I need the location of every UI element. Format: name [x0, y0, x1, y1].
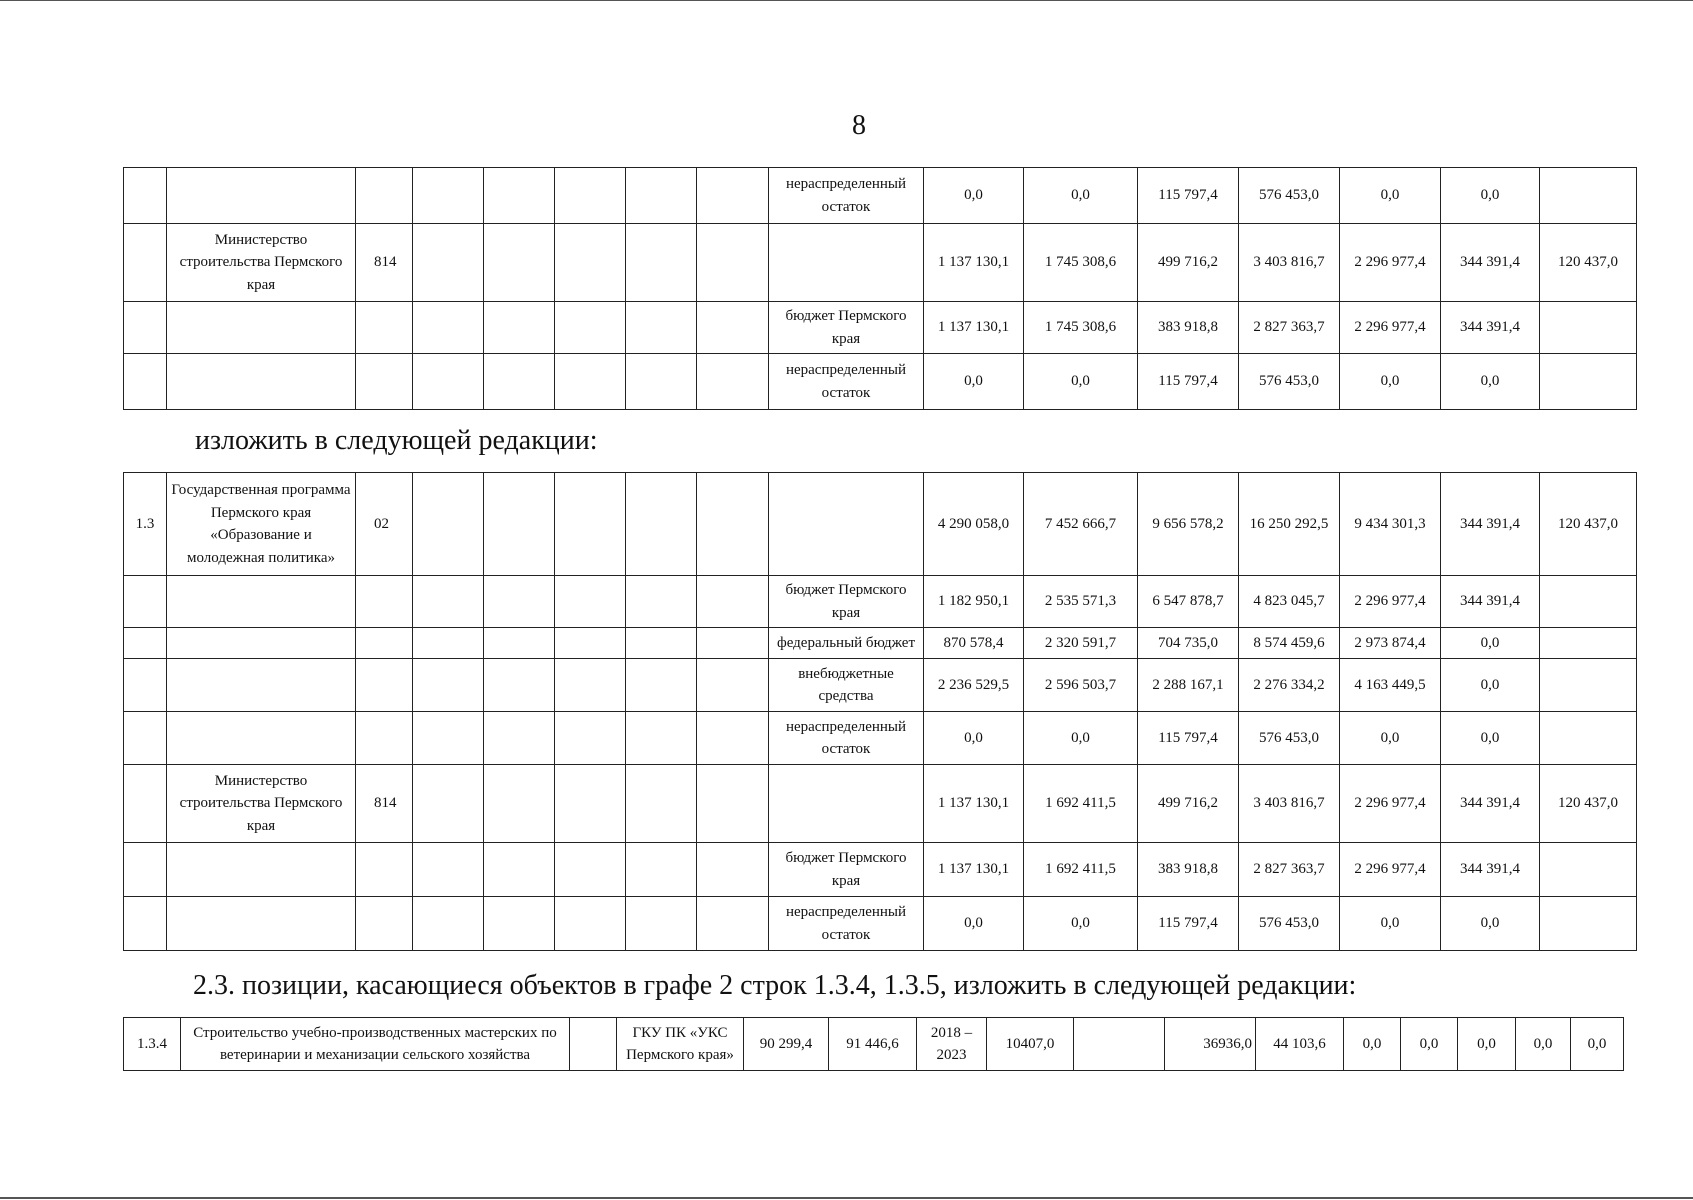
empty-cell: [626, 576, 697, 628]
heading-section-2-3: 2.3. позиции, касающиеся объектов в графе 2 строк 1.3.4, 1.3.5, изложить в следующей редакции:: [193, 970, 1357, 1001]
name-cell: [167, 576, 356, 628]
source-cell: федеральный бюджет: [769, 628, 924, 659]
value-cell: 576 453,0: [1239, 897, 1340, 951]
value-cell: 1 137 130,1: [924, 765, 1024, 843]
value-cell: 2 973 874,4: [1340, 628, 1441, 659]
value-cell: 0,0: [1441, 354, 1540, 410]
value-cell: 120 437,0: [1540, 765, 1637, 843]
value-cell: 1 137 130,1: [924, 224, 1024, 302]
table-row: [124, 765, 1637, 843]
object-name: Строительство учебно-производственных мастерских по ветеринарии и механизации сельского хозяйства: [181, 1018, 570, 1071]
value-cell: 576 453,0: [1239, 354, 1340, 410]
value-cell: 0,0: [1024, 712, 1138, 765]
value-cell: 4 163 449,5: [1340, 659, 1441, 712]
row-number: 1.3: [124, 473, 167, 576]
empty-cell: [413, 302, 484, 354]
empty-cell: [555, 843, 626, 897]
empty-cell: [626, 897, 697, 951]
value-cell: 2 288 167,1: [1138, 659, 1239, 712]
empty-cell: [484, 628, 555, 659]
name-cell: [167, 302, 356, 354]
value-cell: 2 296 977,4: [1340, 765, 1441, 843]
table-row: [124, 628, 1637, 659]
name-cell: [167, 659, 356, 712]
value-cell: 1 137 130,1: [924, 302, 1024, 354]
code-cell: [356, 659, 413, 712]
code-cell: [356, 843, 413, 897]
scan-edge-top: [0, 0, 1693, 1]
blank-cell: [570, 1018, 617, 1071]
value-cell: 499 716,2: [1138, 224, 1239, 302]
value-cell: 2 320 591,7: [1024, 628, 1138, 659]
value-cell: 0,0: [1458, 1018, 1516, 1071]
period-cell: 2018 – 2023: [917, 1018, 987, 1071]
row-number: [124, 302, 167, 354]
empty-cell: [555, 765, 626, 843]
value-cell: 870 578,4: [924, 628, 1024, 659]
value-cell: [1540, 712, 1637, 765]
value-cell: 44 103,6: [1256, 1018, 1344, 1071]
table-row: [124, 168, 1637, 224]
empty-cell: [555, 224, 626, 302]
value-cell: [1540, 843, 1637, 897]
value-cell: 3 403 816,7: [1239, 224, 1340, 302]
value-cell: 0,0: [1516, 1018, 1571, 1071]
value-cell: 90 299,4: [744, 1018, 829, 1071]
value-cell: [1540, 576, 1637, 628]
value-cell: 4 823 045,7: [1239, 576, 1340, 628]
empty-cell: [413, 224, 484, 302]
code-cell: 02: [356, 473, 413, 576]
value-cell: 0,0: [1024, 354, 1138, 410]
value-cell: 383 918,8: [1138, 302, 1239, 354]
empty-cell: [626, 659, 697, 712]
source-cell: бюджет Пермского края: [769, 576, 924, 628]
empty-cell: [626, 843, 697, 897]
value-cell: 2 296 977,4: [1340, 843, 1441, 897]
row-number: [124, 168, 167, 224]
empty-cell: [626, 473, 697, 576]
empty-cell: [626, 712, 697, 765]
code-cell: [356, 712, 413, 765]
value-cell: 383 918,8: [1138, 843, 1239, 897]
value-cell: 9 434 301,3: [1340, 473, 1441, 576]
name-cell: [167, 354, 356, 410]
row-number: [124, 659, 167, 712]
value-cell: 0,0: [1441, 168, 1540, 224]
value-cell: 344 391,4: [1441, 473, 1540, 576]
empty-cell: [626, 354, 697, 410]
empty-cell: [413, 765, 484, 843]
source-cell: внебюджетные средства: [769, 659, 924, 712]
customer-cell: ГКУ ПК «УКС Пермского края»: [617, 1018, 744, 1071]
empty-cell: [484, 843, 555, 897]
source-cell: [769, 224, 924, 302]
value-cell: 1 745 308,6: [1024, 224, 1138, 302]
value-cell: 0,0: [1441, 712, 1540, 765]
empty-cell: [413, 659, 484, 712]
value-cell: 344 391,4: [1441, 765, 1540, 843]
value-cell: 10407,0: [987, 1018, 1074, 1071]
table-row: [124, 302, 1637, 354]
value-cell: 0,0: [1441, 897, 1540, 951]
value-cell: 344 391,4: [1441, 843, 1540, 897]
empty-cell: [555, 712, 626, 765]
value-cell: [1540, 168, 1637, 224]
empty-cell: [697, 765, 769, 843]
page-number: 8: [852, 110, 866, 141]
empty-cell: [413, 576, 484, 628]
scan-edge-bottom: [0, 1197, 1693, 1199]
value-cell: 0,0: [1571, 1018, 1624, 1071]
empty-cell: [697, 576, 769, 628]
empty-cell: [697, 628, 769, 659]
source-cell: нераспределенный остаток: [769, 168, 924, 224]
value-cell: 344 391,4: [1441, 224, 1540, 302]
source-cell: нераспределенный остаток: [769, 712, 924, 765]
value-cell: 0,0: [1340, 897, 1441, 951]
empty-cell: [484, 168, 555, 224]
name-cell: Государственная программа Пермского края «Образование и молодежная политика»: [167, 473, 356, 576]
value-cell: 0,0: [1340, 712, 1441, 765]
empty-cell: [484, 224, 555, 302]
empty-cell: [626, 224, 697, 302]
name-cell: Министерство строительства Пермского края: [167, 224, 356, 302]
value-cell: 0,0: [1344, 1018, 1401, 1071]
value-cell: 0,0: [1401, 1018, 1458, 1071]
value-cell: 344 391,4: [1441, 302, 1540, 354]
table-row: [124, 473, 1637, 576]
table-row: [124, 1018, 1624, 1071]
code-cell: [356, 168, 413, 224]
value-cell: 2 596 503,7: [1024, 659, 1138, 712]
value-cell: 2 296 977,4: [1340, 576, 1441, 628]
value-cell: [1540, 659, 1637, 712]
empty-cell: [555, 576, 626, 628]
value-cell: 1 137 130,1: [924, 843, 1024, 897]
value-cell: 499 716,2: [1138, 765, 1239, 843]
empty-cell: [413, 897, 484, 951]
row-number: [124, 712, 167, 765]
empty-cell: [555, 628, 626, 659]
value-cell: 0,0: [1024, 897, 1138, 951]
row-number: [124, 576, 167, 628]
table-main: [123, 472, 1637, 951]
row-number: 1.3.4: [124, 1018, 181, 1071]
value-cell: 115 797,4: [1138, 168, 1239, 224]
name-cell: [167, 897, 356, 951]
empty-cell: [555, 659, 626, 712]
value-cell: 0,0: [924, 168, 1024, 224]
value-cell: 2 827 363,7: [1239, 302, 1340, 354]
empty-cell: [697, 168, 769, 224]
code-cell: [356, 576, 413, 628]
table-row: [124, 224, 1637, 302]
table-row: [124, 576, 1637, 628]
value-cell: [1540, 897, 1637, 951]
code-cell: [356, 897, 413, 951]
empty-cell: [555, 897, 626, 951]
value-cell: 2 276 334,2: [1239, 659, 1340, 712]
empty-cell: [697, 473, 769, 576]
value-cell: 2 296 977,4: [1340, 224, 1441, 302]
empty-cell: [697, 712, 769, 765]
value-cell: 0,0: [1340, 168, 1441, 224]
value-cell: 6 547 878,7: [1138, 576, 1239, 628]
value-cell: 8 574 459,6: [1239, 628, 1340, 659]
value-cell: 115 797,4: [1138, 897, 1239, 951]
empty-cell: [413, 473, 484, 576]
empty-cell: [697, 302, 769, 354]
table-row: [124, 712, 1637, 765]
value-cell: 1 692 411,5: [1024, 843, 1138, 897]
table-object: [123, 1017, 1624, 1071]
empty-cell: [484, 354, 555, 410]
table-row: [124, 843, 1637, 897]
source-cell: нераспределенный остаток: [769, 354, 924, 410]
empty-cell: [413, 712, 484, 765]
value-cell: 344 391,4: [1441, 576, 1540, 628]
empty-cell: [484, 302, 555, 354]
value-cell: 0,0: [924, 354, 1024, 410]
value-cell: 9 656 578,2: [1138, 473, 1239, 576]
value-cell: 2 827 363,7: [1239, 843, 1340, 897]
empty-cell: [484, 712, 555, 765]
row-number: [124, 843, 167, 897]
value-cell: [1074, 1018, 1165, 1071]
empty-cell: [697, 354, 769, 410]
value-cell: 0,0: [924, 897, 1024, 951]
empty-cell: [697, 897, 769, 951]
value-cell: 115 797,4: [1138, 354, 1239, 410]
source-cell: бюджет Пермского края: [769, 302, 924, 354]
value-cell: 120 437,0: [1540, 473, 1637, 576]
table-row: [124, 354, 1637, 410]
empty-cell: [626, 168, 697, 224]
value-cell: 0,0: [1441, 659, 1540, 712]
table-top: [123, 167, 1637, 410]
value-cell: [1540, 302, 1637, 354]
value-cell: 120 437,0: [1540, 224, 1637, 302]
name-cell: [167, 712, 356, 765]
value-cell: 576 453,0: [1239, 168, 1340, 224]
name-cell: [167, 628, 356, 659]
name-cell: [167, 843, 356, 897]
code-cell: 814: [356, 224, 413, 302]
heading-new-edition: изложить в следующей редакции:: [195, 425, 598, 456]
value-cell: [1540, 628, 1637, 659]
value-cell: 0,0: [1441, 628, 1540, 659]
empty-cell: [555, 473, 626, 576]
source-cell: [769, 473, 924, 576]
source-cell: бюджет Пермского края: [769, 843, 924, 897]
empty-cell: [555, 302, 626, 354]
value-cell: 1 745 308,6: [1024, 302, 1138, 354]
empty-cell: [626, 302, 697, 354]
value-cell: 2 535 571,3: [1024, 576, 1138, 628]
empty-cell: [484, 473, 555, 576]
empty-cell: [413, 354, 484, 410]
row-number: [124, 897, 167, 951]
empty-cell: [626, 628, 697, 659]
value-cell: 576 453,0: [1239, 712, 1340, 765]
value-cell: 36936,0: [1165, 1018, 1256, 1071]
empty-cell: [626, 765, 697, 843]
empty-cell: [697, 224, 769, 302]
empty-cell: [484, 897, 555, 951]
row-number: [124, 628, 167, 659]
value-cell: 1 182 950,1: [924, 576, 1024, 628]
empty-cell: [555, 168, 626, 224]
value-cell: 0,0: [924, 712, 1024, 765]
value-cell: 4 290 058,0: [924, 473, 1024, 576]
value-cell: 3 403 816,7: [1239, 765, 1340, 843]
code-cell: [356, 628, 413, 659]
empty-cell: [484, 576, 555, 628]
name-cell: Министерство строительства Пермского края: [167, 765, 356, 843]
value-cell: 91 446,6: [829, 1018, 917, 1071]
empty-cell: [697, 659, 769, 712]
value-cell: 115 797,4: [1138, 712, 1239, 765]
row-number: [124, 224, 167, 302]
empty-cell: [697, 843, 769, 897]
row-number: [124, 354, 167, 410]
value-cell: 2 236 529,5: [924, 659, 1024, 712]
value-cell: 7 452 666,7: [1024, 473, 1138, 576]
row-number: [124, 765, 167, 843]
value-cell: 0,0: [1340, 354, 1441, 410]
value-cell: 0,0: [1024, 168, 1138, 224]
value-cell: 2 296 977,4: [1340, 302, 1441, 354]
value-cell: 1 692 411,5: [1024, 765, 1138, 843]
empty-cell: [413, 843, 484, 897]
name-cell: [167, 168, 356, 224]
code-cell: [356, 354, 413, 410]
empty-cell: [555, 354, 626, 410]
empty-cell: [484, 765, 555, 843]
code-cell: [356, 302, 413, 354]
code-cell: 814: [356, 765, 413, 843]
empty-cell: [413, 628, 484, 659]
table-row: [124, 897, 1637, 951]
empty-cell: [484, 659, 555, 712]
empty-cell: [413, 168, 484, 224]
value-cell: 704 735,0: [1138, 628, 1239, 659]
table-row: [124, 659, 1637, 712]
source-cell: [769, 765, 924, 843]
value-cell: 16 250 292,5: [1239, 473, 1340, 576]
value-cell: [1540, 354, 1637, 410]
source-cell: нераспределенный остаток: [769, 897, 924, 951]
